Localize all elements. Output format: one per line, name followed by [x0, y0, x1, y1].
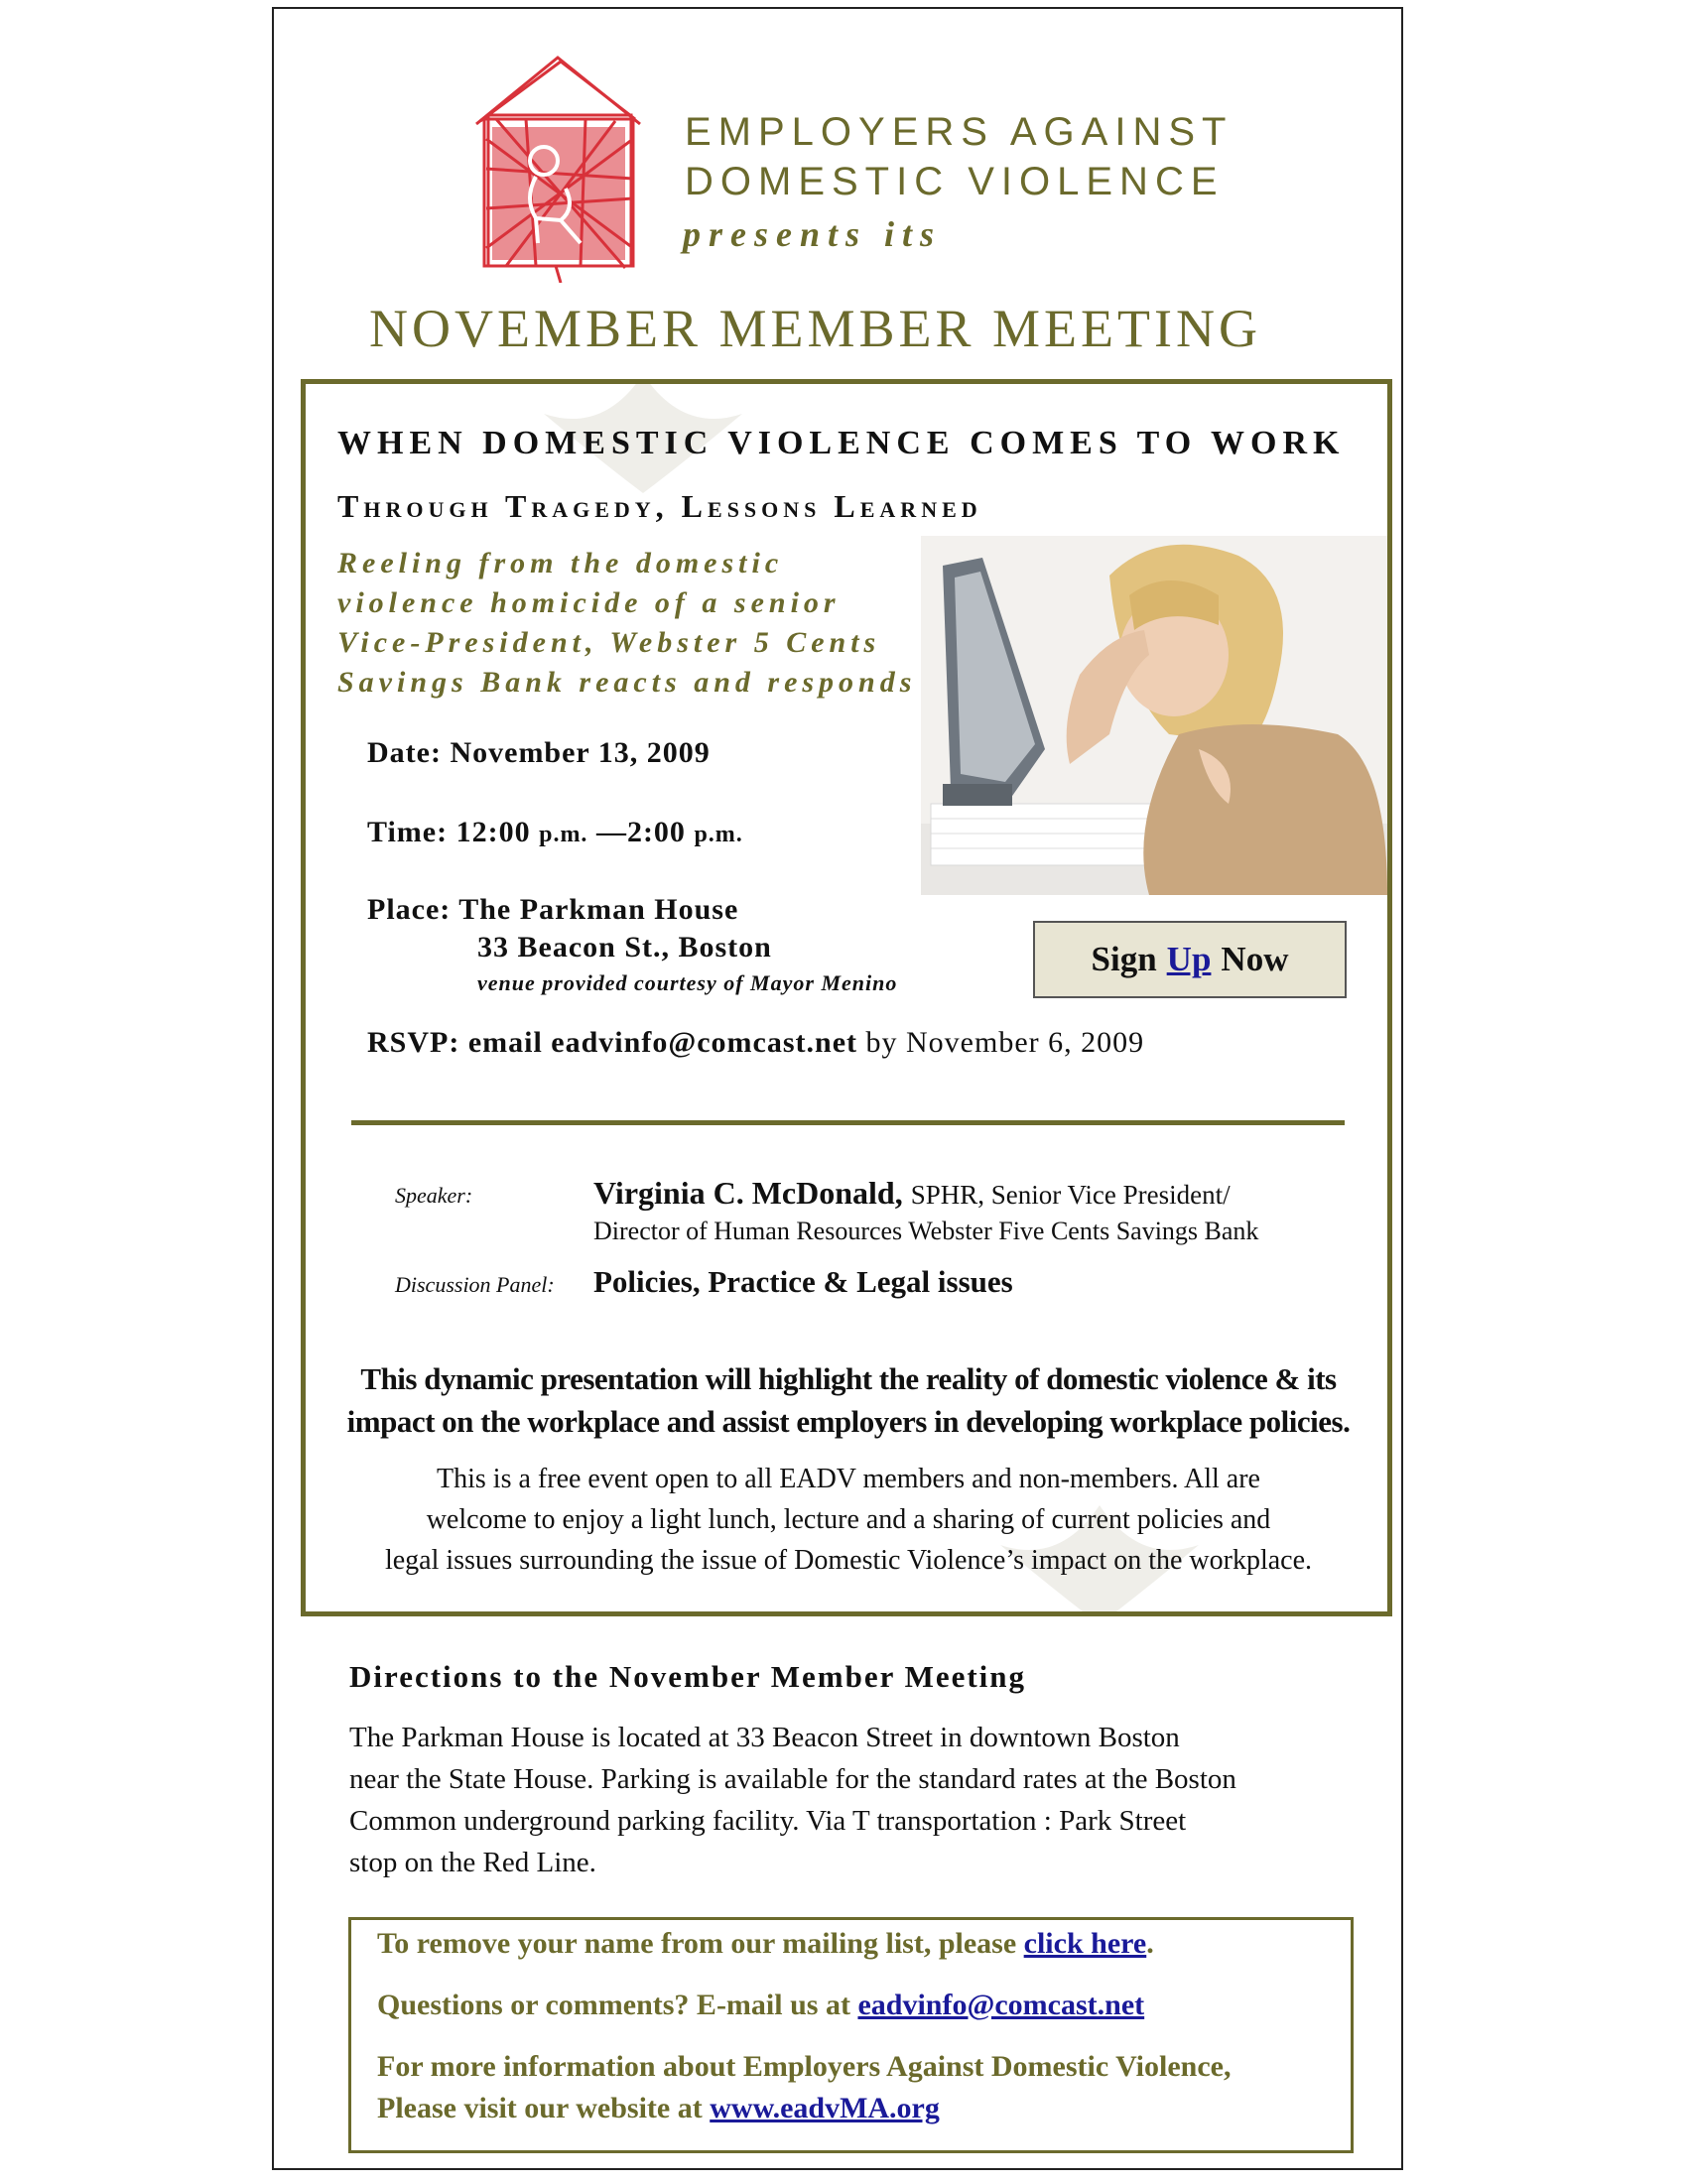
directions-body — [349, 1717, 1362, 1883]
website-text: Please visit our website at — [377, 2092, 711, 2124]
teaser-line: Reeling from the domestic — [337, 547, 784, 579]
contact-email-link[interactable]: eadvinfo@comcast.net — [857, 1989, 1145, 2021]
highlight-line: impact on the workplace and assist employers in developing workplace policies. — [346, 1404, 1351, 1439]
venue-note: venue provided courtesy of Mayor Menino — [477, 970, 898, 995]
org-name-line1: EMPLOYERS AGAINST — [685, 110, 1234, 154]
directions-line: stop on the Red Line. — [349, 1847, 596, 1878]
free-event-line: This is a free event open to all EADV members and non-members. All are — [437, 1464, 1260, 1494]
sign-up-text-before: Sign — [1091, 940, 1157, 978]
teaser-line: violence homicide of a senior — [337, 586, 841, 619]
free-event-line: welcome to enjoy a light lunch, lecture and a sharing of current policies and — [426, 1504, 1271, 1535]
panel-topic: Policies, Practice & Legal issues — [593, 1264, 1013, 1299]
website-line — [377, 2092, 940, 2125]
directions-line: Common underground parking facility. Via T transportation : Park Street — [349, 1805, 1187, 1837]
event-rsvp — [367, 1026, 1144, 1060]
panel-label: Discussion Panel: — [395, 1272, 555, 1297]
questions-line — [377, 1989, 1144, 2022]
unsubscribe-end: . — [1146, 1927, 1154, 1960]
event-place: Place: The Parkman House — [367, 893, 739, 926]
rsvp-deadline: by November 6, 2009 — [857, 1026, 1145, 1059]
event-headline: WHEN DOMESTIC VIOLENCE COMES TO WORK — [337, 425, 1346, 461]
event-subhead: Through Tragedy, Lessons Learned — [337, 488, 982, 524]
unsubscribe-line — [377, 1927, 1154, 1961]
event-time — [367, 816, 743, 849]
unsubscribe-link[interactable]: click here — [1023, 1927, 1147, 1960]
sign-up-button[interactable] — [1033, 921, 1347, 998]
time-pm-end: p.m. — [694, 822, 743, 847]
speaker-name: Virginia C. McDonald, — [593, 1175, 903, 1211]
event-teaser — [337, 544, 933, 703]
teaser-line: Savings Bank reacts and responds — [337, 666, 917, 699]
free-event-text — [308, 1459, 1389, 1581]
highlight-line: This dynamic presentation will highlight the reality of domestic violence & its — [360, 1361, 1337, 1396]
divider-rule — [351, 1120, 1345, 1125]
org-name-line2: DOMESTIC VIOLENCE — [685, 160, 1225, 203]
speaker-credential: SPHR, Senior Vice President/ — [910, 1180, 1231, 1210]
free-event-line: legal issues surrounding the issue of Domestic Violence’s impact on the workplace. — [384, 1545, 1313, 1576]
directions-line: The Parkman House is located at 33 Beacon Street in downtown Boston — [349, 1722, 1180, 1753]
website-link[interactable]: www.eadvMA.org — [710, 2092, 940, 2124]
teaser-line: Vice-President, Webster 5 Cents — [337, 626, 881, 659]
presents-text: presents its — [683, 214, 943, 254]
speaker-line — [593, 1175, 1231, 1212]
time-start: Time: 12:00 — [367, 816, 531, 848]
speaker-label: Speaker: — [395, 1183, 473, 1208]
time-end: —2:00 — [595, 816, 686, 848]
sign-up-text-after: Now — [1221, 940, 1289, 978]
more-info-line: For more information about Employers Against Domestic Violence, — [377, 2050, 1232, 2083]
meeting-title: NOVEMBER MEMBER MEETING — [369, 299, 1261, 358]
stressed-woman-photo — [921, 536, 1387, 895]
sign-up-link[interactable]: Up — [1166, 940, 1212, 978]
event-date: Date: November 13, 2009 — [367, 736, 711, 769]
unsubscribe-text: To remove your name from our mailing list, please — [377, 1927, 1024, 1960]
highlight-text — [308, 1357, 1389, 1443]
speaker-title: Director of Human Resources Webster Five Cents Savings Bank — [593, 1217, 1259, 1245]
questions-text: Questions or comments? E-mail us at — [377, 1989, 858, 2021]
time-pm-start: p.m. — [539, 822, 588, 847]
rsvp-bold: RSVP: email eadvinfo@comcast.net — [367, 1026, 857, 1059]
event-address: 33 Beacon St., Boston — [477, 931, 772, 964]
eadv-logo — [466, 50, 650, 283]
directions-title: Directions to the November Member Meeting — [349, 1659, 1027, 1694]
directions-line: near the State House. Parking is available for the standard rates at the Boston — [349, 1763, 1236, 1795]
org-name — [685, 107, 1233, 206]
